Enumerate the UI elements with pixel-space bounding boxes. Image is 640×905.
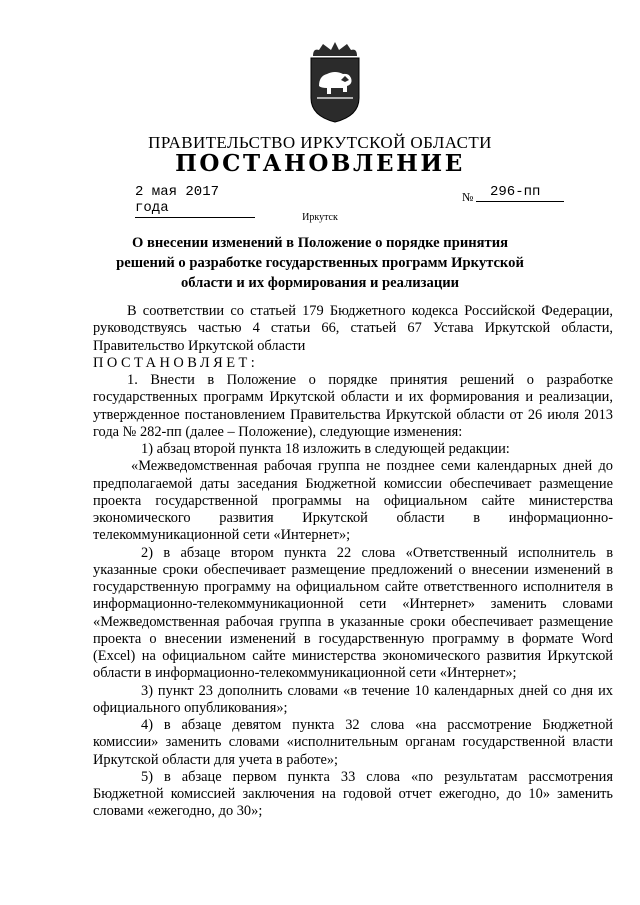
quoted-text-paragraph: «Межведомственная рабочая группа не позднее семи календарных дней до предполагаемой даты заседания Бюджетной комиссии обеспечивает размещение проекта государственной программы на официальном сайте министерства экономического развития Иркутской области в информационно-телекоммуникационной сети «Интернет»; [93, 458, 613, 544]
subitem-1-paragraph: 1) абзац второй пункта 18 изложить в следующей редакции: [141, 441, 510, 457]
subitem-5-paragraph: 5) в абзаце первом пункта 33 слова «по результатам рассмотрения Бюджетной комиссией заключения на годовой отчет ежегодно, до 10» заменить словами «ежегодно, до 30»; [93, 768, 613, 820]
document-number: 296-пп [476, 184, 564, 202]
irkutsk-coat-of-arms-icon [305, 40, 365, 124]
item-1-paragraph: 1. Внести в Положение о порядке принятия решений о разработке государственных программ Иркутской области и их формирования и реализации, утвержденное постановлением Правительства Иркутской области от 26 июля 2013 года № 282-пп (далее – Положение), следующие изменения: [93, 372, 613, 440]
resolves-word: ПОСТАНОВЛЯЕТ: [93, 354, 259, 371]
document-date: 2 мая 2017 года [135, 184, 255, 218]
government-name: ПРАВИТЕЛЬСТВО ИРКУТСКОЙ ОБЛАСТИ [148, 133, 492, 152]
subitem-4-paragraph: 4) в абзаце девятом пункта 32 слова «на рассмотрение Бюджетной комиссии» заменить словами «исполнительным органам государственной власти Иркутской области для учета в работе»; [93, 717, 613, 768]
document-heading: О внесении изменений в Положение о порядке принятия решений о разработке государственных программ Иркутской области и их формирования и реализации [116, 235, 524, 291]
document-type: ПОСТАНОВЛЕНИЕ [175, 150, 465, 177]
subitem-2-paragraph: 2) в абзаце втором пункта 22 слова «Ответственный исполнитель в указанные сроки обеспечивает размещение предложений о внесении изменений в государственную программу на официальном сайте ответственного исполнителя в информационно-телекоммуникационной сети «Интернет» заменить словами «Межведомственная рабочая группа в указанные сроки обеспечивает размещение проекта о внесении изменений в государственную программу в формате Word (Excel) на официальном сайте министерства экономического развития Иркутской области в информационно-телекоммуникационной сети «Интернет»; [93, 544, 613, 682]
preamble-paragraph: В соответствии со статьей 179 Бюджетного кодекса Российской Федерации, руководствуясь частью 4 статьи 66, статьей 67 Устава Иркутской области, Правительство Иркутской области [93, 303, 613, 354]
number-label: № [462, 190, 474, 204]
city: Иркутск [302, 212, 338, 223]
subitem-3-paragraph: 3) пункт 23 дополнить словами «в течение 10 календарных дней со дня их официального опубликования»; [93, 682, 613, 716]
document-body [93, 303, 613, 821]
